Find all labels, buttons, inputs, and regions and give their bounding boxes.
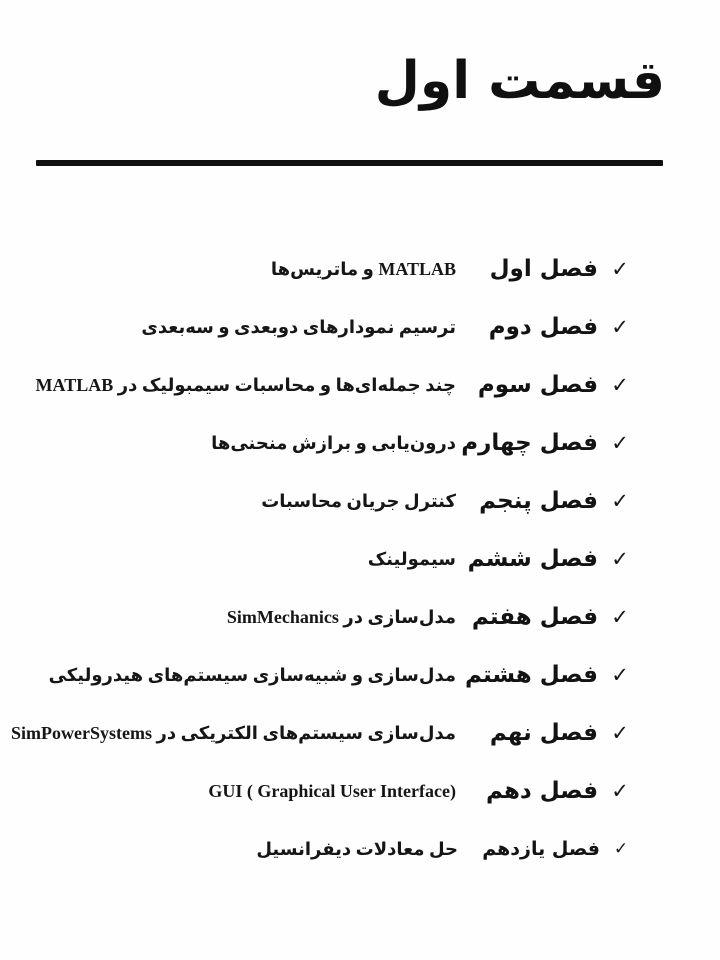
- chapter-label: فصل نهم: [489, 720, 598, 746]
- chapter-label: فصل چهارم: [461, 430, 598, 456]
- chapter-desc: حل معادلات دیفرانسیل: [256, 838, 458, 859]
- chapter-desc: GUI ( Graphical User Interface): [208, 780, 456, 801]
- chapter-row: [0, 298, 720, 356]
- chapter-label: فصل هشتم: [464, 662, 598, 688]
- chapter-row: [0, 646, 720, 704]
- chapter-desc: درون‌یابی و برازش منحنی‌ها: [211, 432, 456, 453]
- chapter-row: [0, 414, 720, 472]
- title-divider: [36, 160, 663, 166]
- chapter-label: فصل یازدهم: [482, 838, 600, 860]
- chapter-label: فصل دهم: [485, 778, 598, 804]
- chapter-row: [0, 472, 720, 530]
- checkmark-icon: ✓: [611, 547, 629, 571]
- checkmark-icon: ✓: [611, 779, 629, 803]
- chapter-list: [0, 240, 720, 878]
- checkmark-icon: ✓: [611, 489, 629, 513]
- chapter-desc: ترسیم نمودارهای دوبعدی و سه‌بعدی: [141, 316, 456, 337]
- chapter-row: [0, 356, 720, 414]
- chapter-desc: چند جمله‌ای‌ها و محاسبات سیمبولیک در MATLAB: [35, 374, 456, 395]
- checkmark-icon: ✓: [611, 663, 629, 687]
- chapter-row: [0, 240, 720, 298]
- checkmark-icon: ✓: [611, 605, 629, 629]
- chapter-desc: مدل‌سازی در SimMechanics: [226, 606, 456, 627]
- chapter-row: [0, 530, 720, 588]
- chapter-label: فصل دوم: [488, 314, 598, 340]
- checkmark-icon: ✓: [613, 839, 629, 859]
- page-title: قسمت اول: [374, 51, 665, 111]
- checkmark-icon: ✓: [611, 721, 629, 745]
- chapter-desc: مدل‌سازی و شبیه‌سازی سیستم‌های هیدرولیکی: [48, 664, 456, 685]
- chapter-row: [0, 704, 720, 762]
- checkmark-icon: ✓: [611, 373, 629, 397]
- checkmark-icon: ✓: [611, 431, 629, 455]
- chapter-label: فصل سوم: [477, 372, 598, 398]
- checkmark-icon: ✓: [611, 315, 629, 339]
- chapter-label: فصل پنجم: [479, 488, 598, 514]
- chapter-desc: MATLAB و ماتریس‌ها: [270, 258, 456, 279]
- chapter-desc: کنترل جریان محاسبات: [261, 490, 456, 511]
- chapter-label: فصل هفتم: [471, 604, 598, 630]
- chapter-row: [0, 820, 720, 878]
- chapter-label: فصل ششم: [467, 546, 598, 572]
- chapter-desc: مدل‌سازی سیستم‌های الکتریکی در SimPowerSystems: [10, 722, 456, 743]
- chapter-row: [0, 588, 720, 646]
- chapter-row: [0, 762, 720, 820]
- chapter-label: فصل اول: [489, 256, 598, 282]
- chapter-desc: سیمولینک: [367, 548, 456, 569]
- checkmark-icon: ✓: [611, 257, 629, 281]
